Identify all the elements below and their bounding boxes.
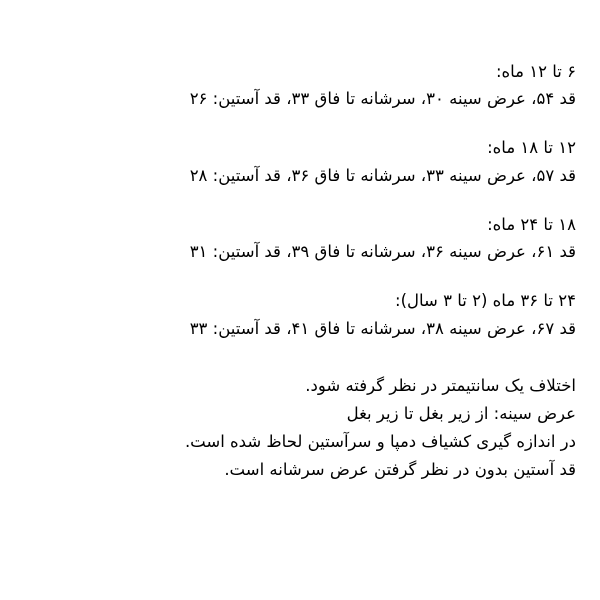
size-block-heading: ۱۲ تا ۱۸ ماه: xyxy=(487,138,576,158)
note-line: قد آستین بدون در نظر گرفتن عرض سرشانه است. xyxy=(224,459,576,479)
size-block-heading: ۲۴ تا ۳۶ ماه (۲ تا ۳ سال): xyxy=(395,291,576,311)
note-line: اختلاف یک سانتیمتر در نظر گرفته شود. xyxy=(305,375,576,395)
size-block-detail: قد ۵۴، عرض سینه ۳۰، سرشانه تا فاق ۳۳، قد آستین: ۲۶ xyxy=(189,89,576,109)
note-line: عرض سینه: از زیر بغل تا زیر بغل xyxy=(346,403,576,423)
size-block-heading: ۶ تا ۱۲ ماه: xyxy=(495,62,576,81)
size-block xyxy=(24,211,576,265)
size-block-heading: ۱۸ تا ۲۴ ماه: xyxy=(487,214,576,234)
size-block-detail: قد ۶۱، عرض سینه ۳۶، سرشانه تا فاق ۳۹، قد آستین: ۳۱ xyxy=(189,242,576,262)
size-block xyxy=(24,58,576,112)
size-block-detail: قد ۵۷، عرض سینه ۳۳، سرشانه تا فاق ۳۶، قد آستین: ۲۸ xyxy=(189,165,576,185)
notes-section xyxy=(24,372,576,484)
size-block-detail: قد ۶۷، عرض سینه ۳۸، سرشانه تا فاق ۴۱، قد آستین: ۳۳ xyxy=(189,318,576,338)
size-block xyxy=(24,287,576,341)
size-block xyxy=(24,134,576,188)
note-line: در اندازه گیری کشیاف دمپا و سرآستین لحاظ شده است. xyxy=(184,431,576,451)
